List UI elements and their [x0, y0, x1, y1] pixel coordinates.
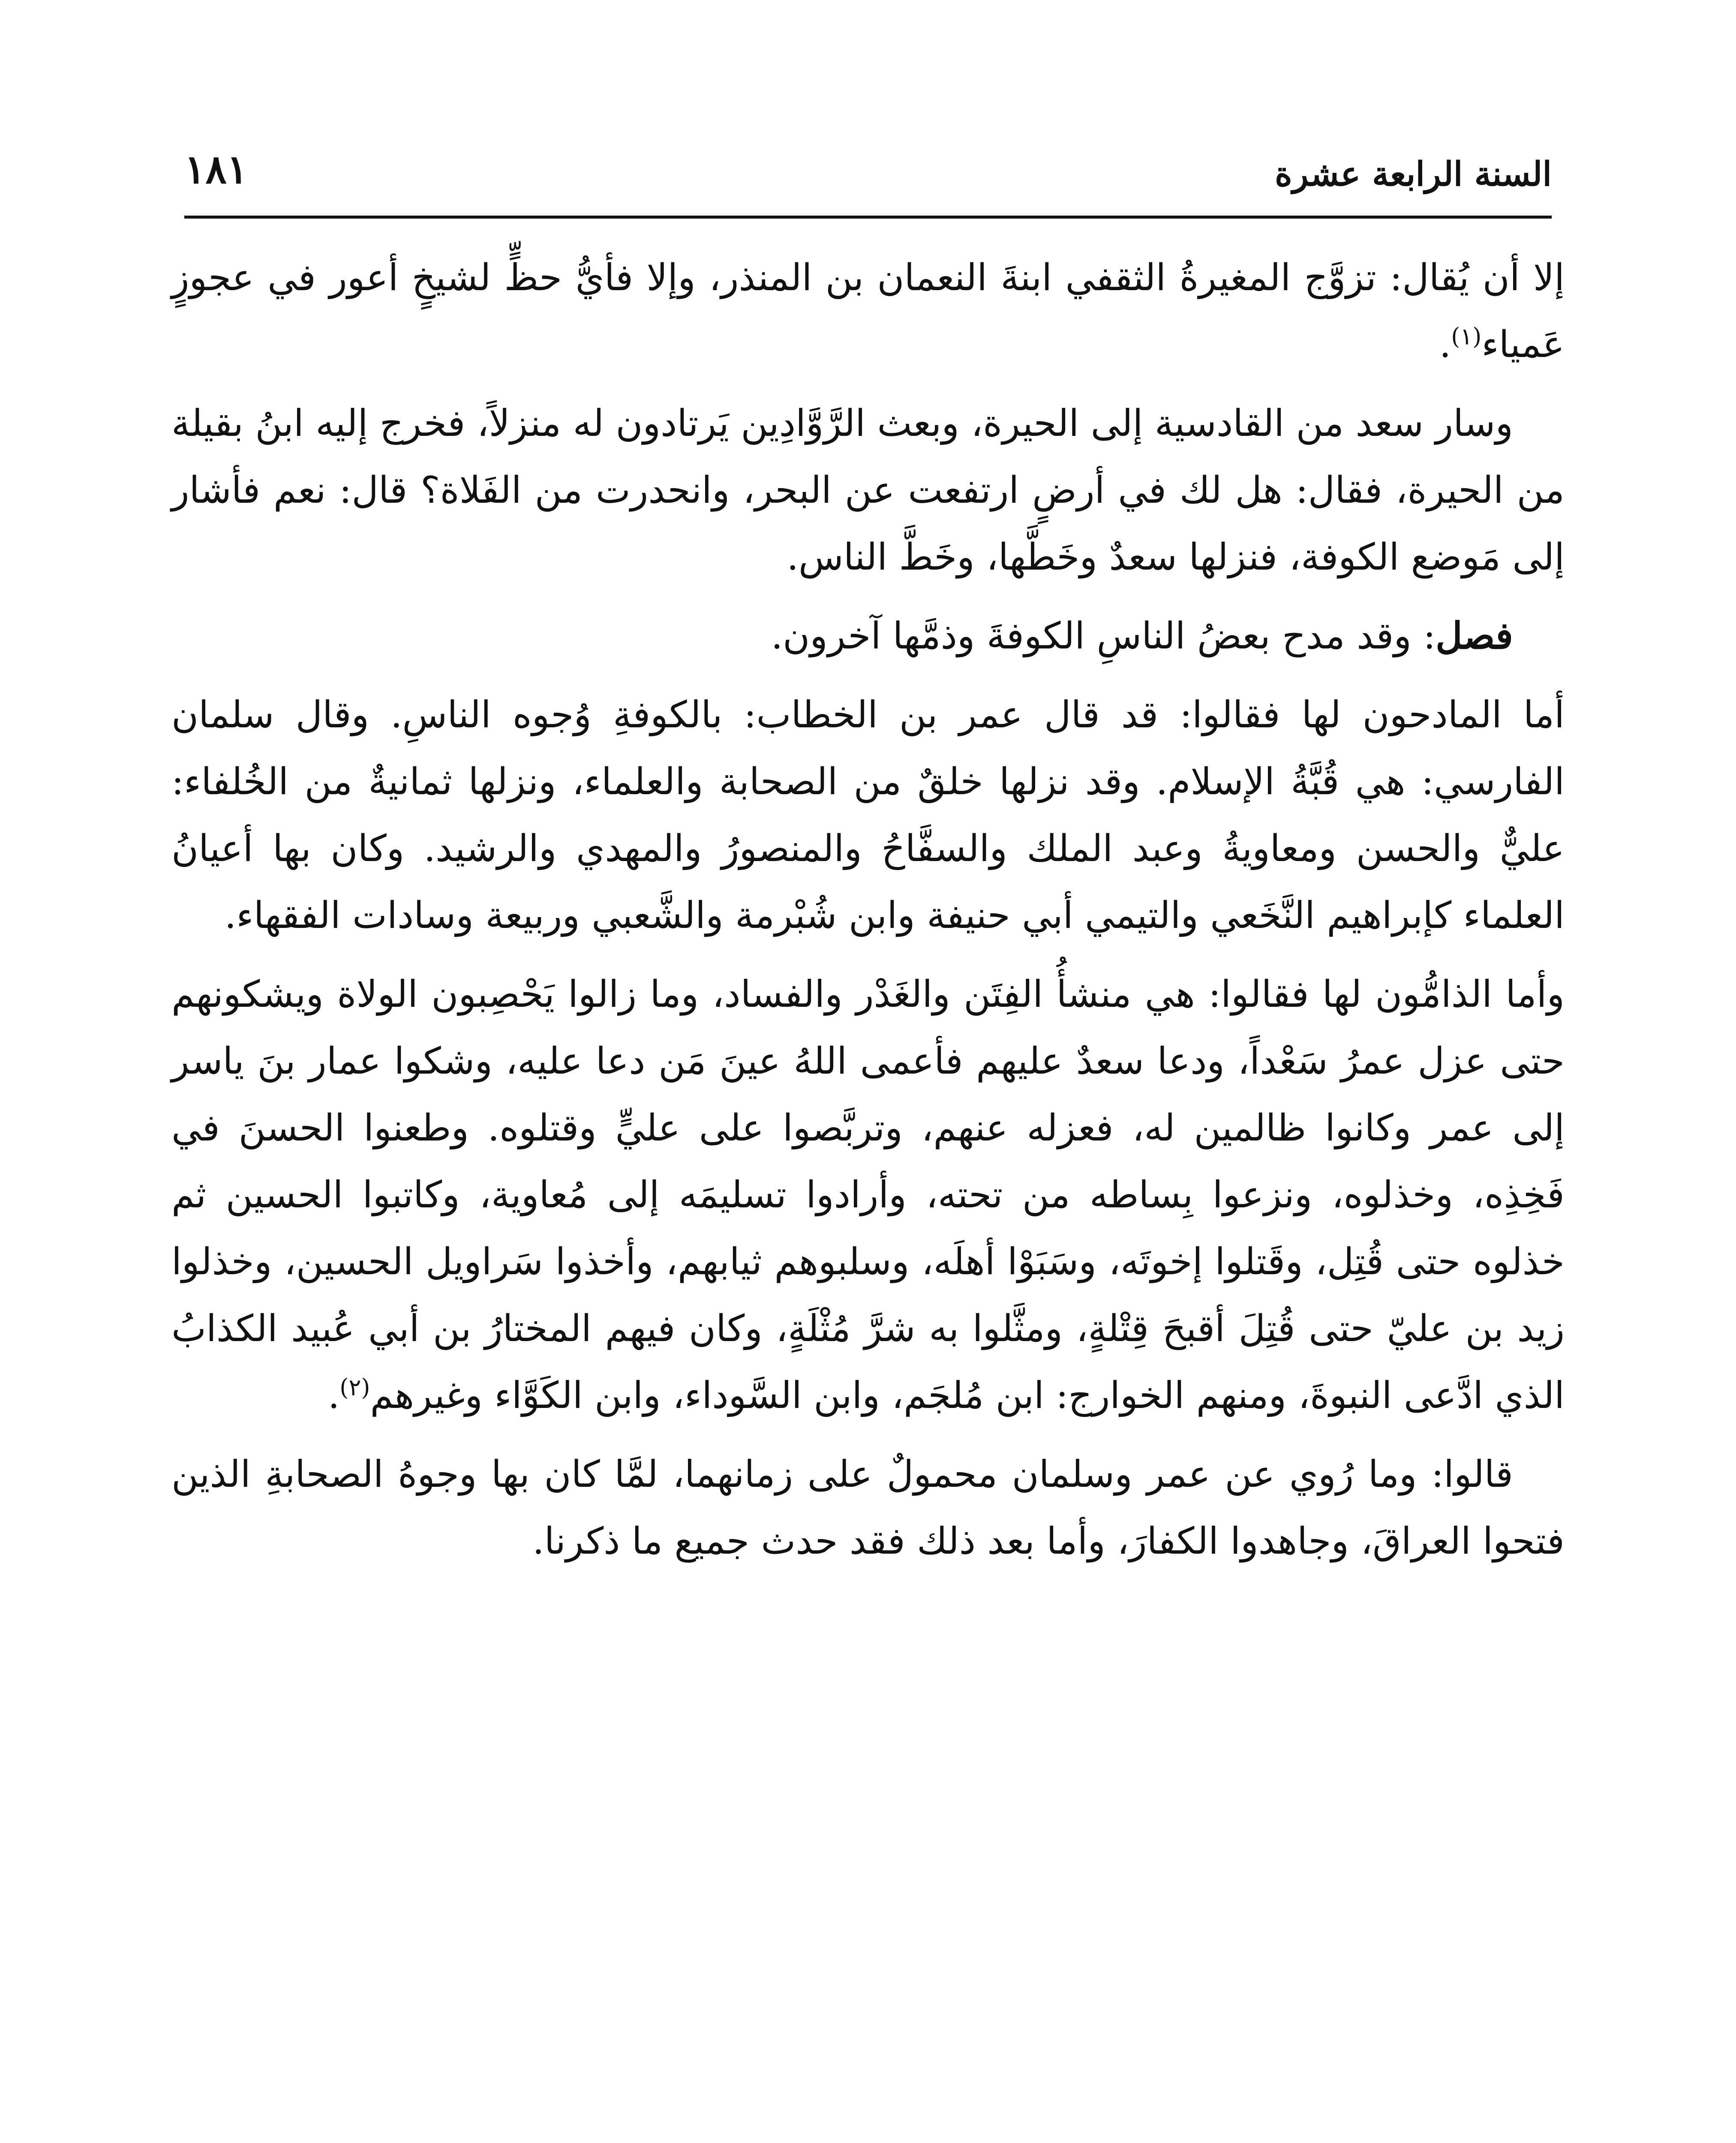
footnote-reference-2[interactable]: (٢) [339, 1374, 370, 1401]
running-title: السنة الرابعة عشرة [1274, 155, 1552, 194]
paragraph-text: قالوا: وما رُوي عن عمر وسلمان محمولٌ على زمانهما، لمَّا كان بها وجوهُ الصحابةِ الذين فتحوا العراقَ، وجاهدوا الكفارَ، وأما بعد ذلك فقد حدث جميع ما ذكرنا. [171, 1453, 1565, 1563]
paragraph-text: أما المادحون لها فقالوا: قد قال عمر بن الخطاب: بالكوفةِ وُجوه الناسِ. وقال سلمان الفارسي: هي قُبَّةُ الإسلام. وقد نزلها خلقٌ من الصحابة والعلماء، ونزلها ثمانيةٌ من الخُلفاء: عليٌّ والحسن ومعاويةُ وعبد الملك والسفَّاحُ والمنصورُ والمهدي والرشيد. وكان بها أعيانُ العلماء كإبراهيم النَّخَعي والتيمي أبي حنيفة وابن شُبْرمة والشَّعبي وربيعة وسادات الفقهاء. [171, 693, 1565, 937]
paragraph-3 [171, 603, 1565, 669]
paragraph-end: . [327, 1374, 340, 1417]
page-number: ١٨١ [184, 146, 248, 192]
paragraph-text: إلا أن يُقال: تزوَّج المغيرةُ الثقفي ابنةَ النعمان بن المنذر، وإلا فأيُّ حظٍّ لشيخٍ أعور في عجوزٍ عَمياء [171, 256, 1565, 366]
paragraph-1 [171, 244, 1565, 378]
paragraph-text: : وقد مدح بعضُ الناسِ الكوفةَ وذمَّها آخرون. [771, 615, 1436, 657]
paragraph-2 [171, 390, 1565, 591]
footnote-reference-1[interactable]: (١) [1451, 323, 1482, 350]
paragraph-6 [171, 1441, 1565, 1575]
page-header [184, 137, 1552, 219]
paragraph-5 [171, 961, 1565, 1429]
paragraph-4 [171, 681, 1565, 949]
paragraph-end: . [1439, 323, 1451, 366]
paragraph-text: وأما الذامُّون لها فقالوا: هي منشأُ الفِتَن والغَدْر والفساد، وما زالوا يَحْصِبون الولاة ويشكونهم حتى عزل عمرُ سَعْداً، ودعا سعدٌ عليهم فأعمى اللهُ عينَ مَن دعا عليه، وشكوا عمار بنَ ياسر إلى عمر وكانوا ظالمين له، فعزله عنهم، وتربَّصوا على عليٍّ وقتلوه. وطعنوا الحسنَ في فَخِذِه، وخذلوه، ونزعوا بِساطه من تحته، وأرادوا تسليمَه إلى مُعاوية، وكاتبوا الحسين ثم خذلوه حتى قُتِل، وقَتلوا إخوتَه، وسَبَوْا أهلَه، وسلبوهم ثيابهم، وأخذوا سَراويل الحسين، وخذلوا زيد بن عليّ حتى قُتِلَ أقبحَ قِتْلةٍ، ومثَّلوا به شرَّ مُثْلَةٍ، وكان فيهم المختارُ بن أبي عُبيد الكذابُ الذي ادَّعى النبوةَ، ومنهم الخوارج: ابن مُلجَم، وابن السَّوداء، وابن الكَوَّاء وغيرهم [171, 973, 1565, 1417]
paragraph-text: وسار سعد من القادسية إلى الحيرة، وبعث الرَّوَّادِين يَرتادون له منزلاً، فخرج إليه ابنُ بقيلة من الحيرة، فقال: هل لك في أرضٍ ارتفعت عن البحر، وانحدرت من الفَلاة؟ قال: نعم فأشار إلى مَوضع الكوفة، فنزلها سعدٌ وخَطَّها، وخَطَّ الناس. [171, 402, 1565, 579]
section-heading-word: فصل [1436, 614, 1513, 657]
main-text [171, 244, 1565, 1587]
header-rule [184, 216, 1552, 219]
